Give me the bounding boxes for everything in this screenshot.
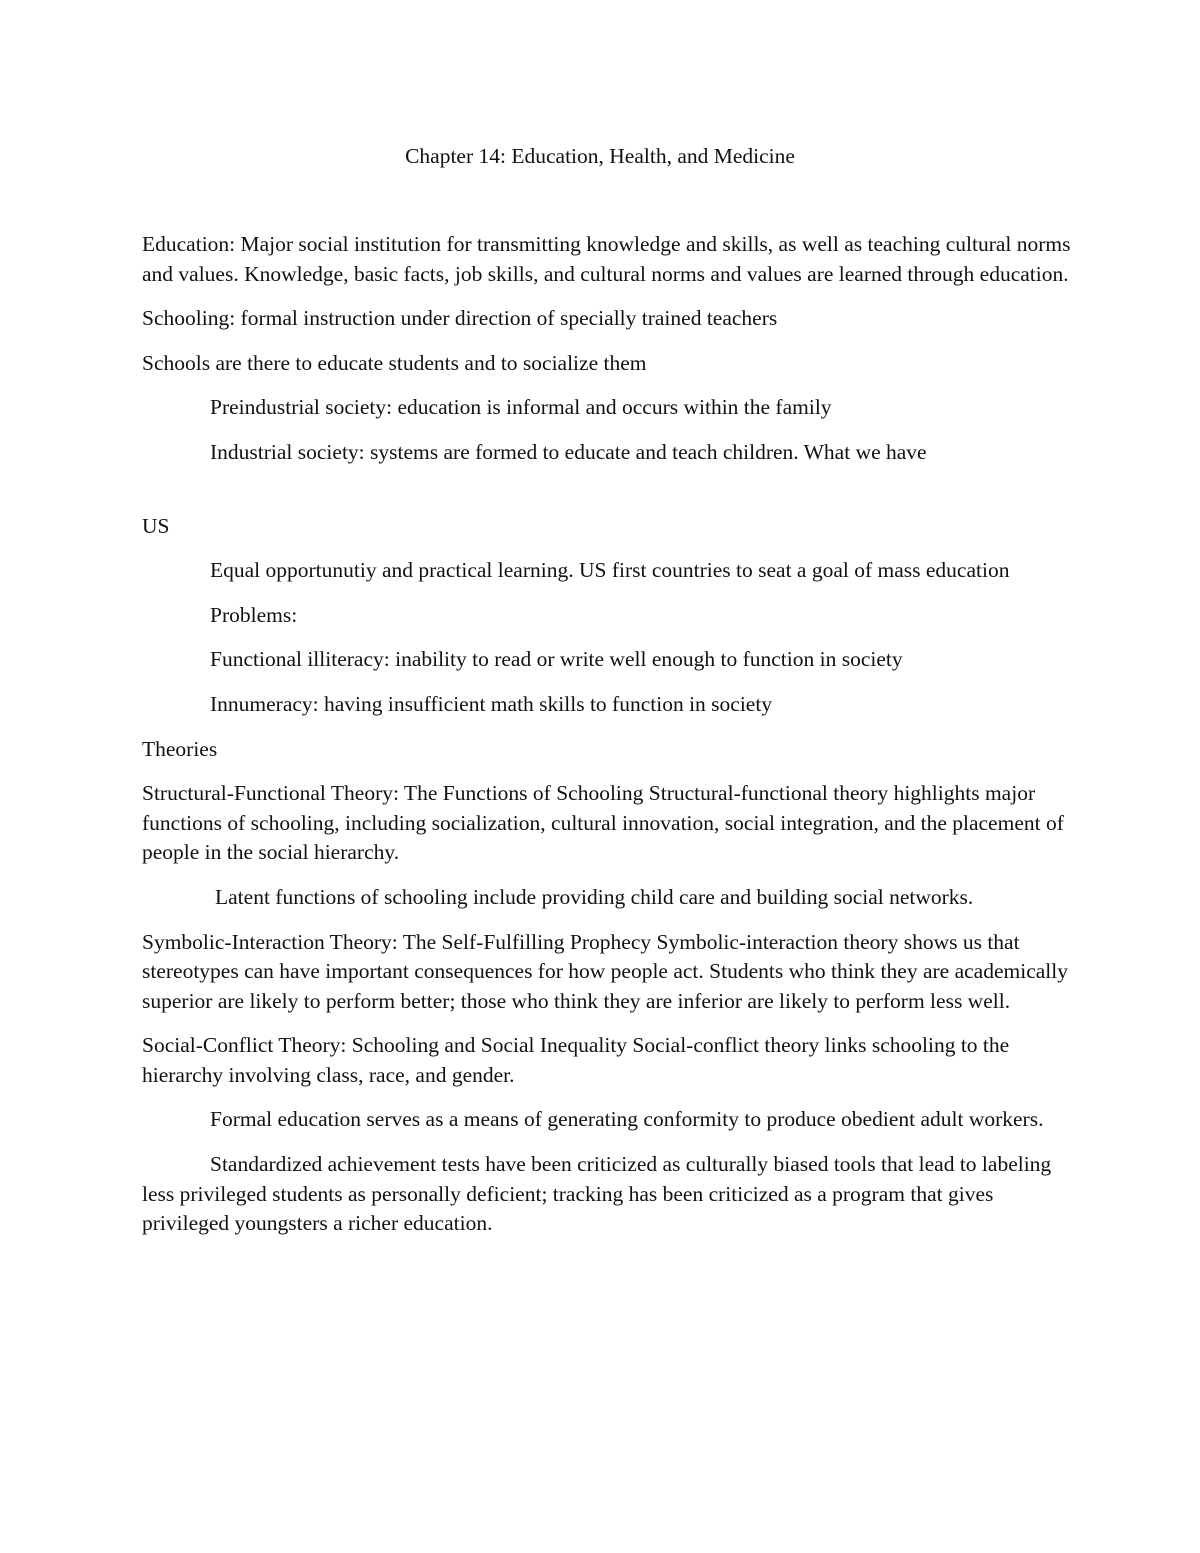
paragraph-schools-purpose: Schools are there to educate students and to socialize them: [142, 350, 647, 375]
paragraph-formal-education-conformity: Formal education serves as a means of generating conformity to produce obedient adult workers.: [210, 1107, 1044, 1132]
paragraph-innumeracy: Innumeracy: having insufficient math skills to function in society: [210, 691, 773, 716]
paragraph-schooling-definition: Schooling: formal instruction under direction of specially trained teachers: [142, 306, 778, 331]
paragraph-structural-functional-theory: Structural-Functional Theory: The Functions of Schooling Structural-functional theory highlights major functions of schooling, including socialization, cultural innovation, social integration, and the placement of people in the social hierarchy.: [142, 781, 1064, 865]
paragraph-functional-illiteracy: Functional illiteracy: inability to read or write well enough to function in society: [210, 647, 903, 672]
paragraph-standardized-tests: Standardized achievement tests have been criticized as culturally biased tools that lead to labeling less privileged students as personally deficient; tracking has been criticized as a program that gives privileged youngsters a richer education.: [142, 1152, 1052, 1236]
paragraph-social-conflict-theory: Social-Conflict Theory: Schooling and Social Inequality Social-conflict theory links schooling to the hierarchy involving class, race, and gender.: [142, 1033, 1010, 1087]
page-title: Chapter 14: Education, Health, and Medicine: [405, 144, 795, 168]
paragraph-symbolic-interaction-theory: Symbolic-Interaction Theory: The Self-Fulfilling Prophecy Symbolic-interaction theory shows us that stereotypes can have important consequences for how people act. Students who think they are academically superior are likely to perform better; those who think they are inferior are likely to perform less well.: [142, 929, 1068, 1013]
document-body: [142, 230, 1072, 1254]
paragraph-problems-label: Problems:: [210, 602, 298, 627]
heading-us: US: [142, 513, 170, 538]
paragraph-education-definition: Education: Major social institution for transmitting knowledge and skills, as well as teaching cultural norms and values. Knowledge, basic facts, job skills, and cultural norms and values are learned through education.: [142, 232, 1071, 286]
paragraph-latent-functions: Latent functions of schooling include providing child care and building social networks.: [215, 884, 974, 909]
paragraph-industrial-society: Industrial society: systems are formed to educate and teach children. What we have: [210, 439, 927, 464]
paragraph-equal-opportunity: Equal opportunutiy and practical learning. US first countries to seat a goal of mass education: [210, 558, 1010, 583]
heading-theories: Theories: [142, 736, 218, 761]
paragraph-preindustrial-society: Preindustrial society: education is informal and occurs within the family: [210, 395, 832, 420]
